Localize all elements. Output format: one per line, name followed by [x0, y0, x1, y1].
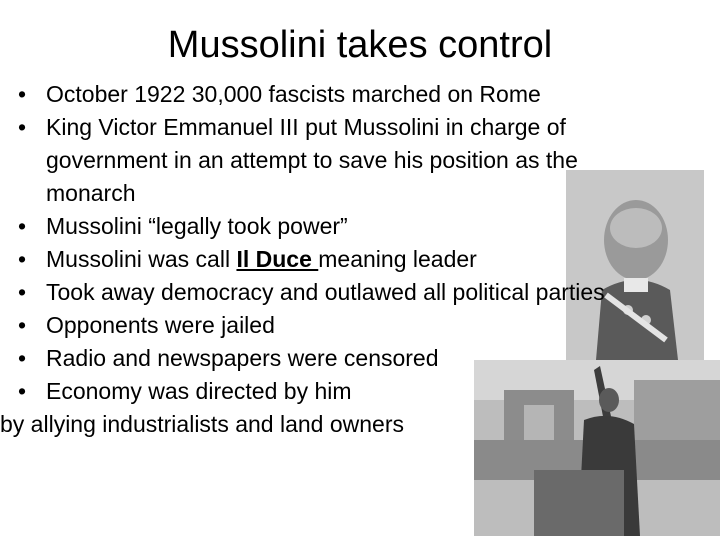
- bullet-text: King Victor Emmanuel III put Mussolini in charge of government in an attempt to save his position as the monarch: [46, 114, 578, 206]
- bullet-item: [18, 78, 618, 111]
- bullet-text: October 1922 30,000 fascists marched on Rome: [46, 81, 541, 107]
- bullet-item: [18, 111, 618, 210]
- bullet-text-post: meaning leader: [318, 246, 477, 272]
- bullet-text: Took away democracy and outlawed all political parties: [46, 279, 605, 305]
- bullet-text: Economy was directed by him: [46, 378, 352, 404]
- continuation-line: [0, 408, 618, 441]
- il-duce-emphasis: Il Duce: [236, 246, 319, 272]
- bullet-marker: •: [18, 312, 27, 338]
- continuation-text: by allying industrialists and land owners: [0, 411, 404, 437]
- bullet-marker: •: [18, 345, 27, 371]
- bullet-item: [18, 309, 618, 342]
- bullet-text: Opponents were jailed: [46, 312, 275, 338]
- bullet-list: [0, 78, 618, 441]
- bullet-text-pre: Mussolini was call: [46, 246, 237, 272]
- slide-title: Mussolini takes control: [167, 24, 553, 66]
- bullet-marker: •: [18, 246, 27, 272]
- bullet-item: [18, 210, 618, 243]
- bullet-item: [18, 375, 618, 408]
- bullet-text: [46, 246, 477, 272]
- bullet-text: Mussolini “legally took power”: [46, 213, 348, 239]
- bullet-marker: •: [18, 81, 27, 107]
- bullet-marker: •: [18, 279, 27, 305]
- bullet-marker: •: [18, 378, 27, 404]
- bullet-marker: •: [18, 213, 27, 239]
- bullet-item: [18, 342, 618, 375]
- bullet-item: [18, 243, 618, 276]
- bullet-text: Radio and newspapers were censored: [46, 345, 439, 371]
- bullet-marker: •: [18, 114, 27, 140]
- bullet-item: [18, 276, 618, 309]
